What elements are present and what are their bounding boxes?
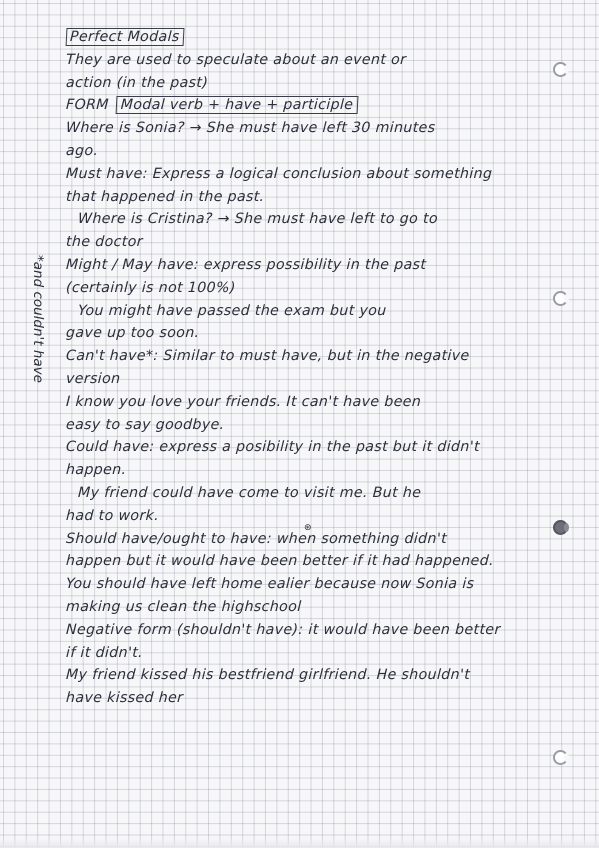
note-line: happen but it would have been better if it had happened.: [65, 553, 495, 570]
note-line: easy to say goodbye.: [65, 416, 225, 433]
form-formula: Modal verb + have + participle: [115, 96, 359, 114]
note-line: version: [65, 370, 121, 387]
note-line: if it didn't.: [65, 644, 144, 661]
asterisk-mark: ⊛: [304, 523, 312, 533]
note-line: My friend could have come to visit me. But he: [77, 484, 422, 501]
note-line: the doctor: [65, 234, 144, 251]
note-line: Where is Cristina? → She must have left to go to: [77, 211, 439, 228]
note-line: have kissed her: [65, 690, 184, 707]
title-text: Perfect Modals: [66, 28, 185, 46]
note-line: that happened in the past.: [65, 188, 265, 205]
note-line: Might / May have: express possibility in the past: [65, 256, 427, 273]
note-line: Must have: Express a logical conclusion about something: [65, 165, 493, 182]
note-line: My friend kissed his bestfriend girlfriend. He shouldn't: [65, 667, 471, 684]
form-line: [65, 94, 590, 117]
margin-note: [28, 255, 50, 395]
note-line: You might have passed the exam but you: [77, 302, 388, 319]
handwritten-notes: [66, 26, 590, 710]
margin-note-text: *and couldn't have: [30, 255, 46, 383]
note-line: making us clean the highschool: [65, 598, 302, 615]
binder-hole-4: [553, 750, 568, 765]
note-line: (certainly is not 100%): [65, 279, 237, 296]
note-line: Negative form (shouldn't have): it would have been better: [65, 621, 502, 638]
note-line: Could have: express a posibility in the past but it didn't: [65, 439, 481, 456]
page-title: [65, 26, 590, 49]
note-line: ago.: [65, 142, 99, 159]
note-line: gave up too soon.: [65, 325, 200, 342]
note-line: They are used to speculate about an event or: [65, 51, 407, 68]
note-line: Where is Sonia? → She must have left 30 minutes: [65, 120, 436, 137]
note-line: You should have left home ealier because now Sonia is: [65, 576, 475, 593]
note-line: happen.: [65, 462, 127, 479]
note-line: I know you love your friends. It can't have been: [65, 393, 422, 410]
note-line: had to work.: [65, 507, 160, 524]
note-line: action (in the past): [65, 74, 209, 91]
note-line: Can't have*: Similar to must have, but in the negative: [65, 348, 471, 365]
note-line: Should have/ought to have: when something didn't: [65, 530, 448, 547]
form-label: FORM: [65, 97, 110, 114]
